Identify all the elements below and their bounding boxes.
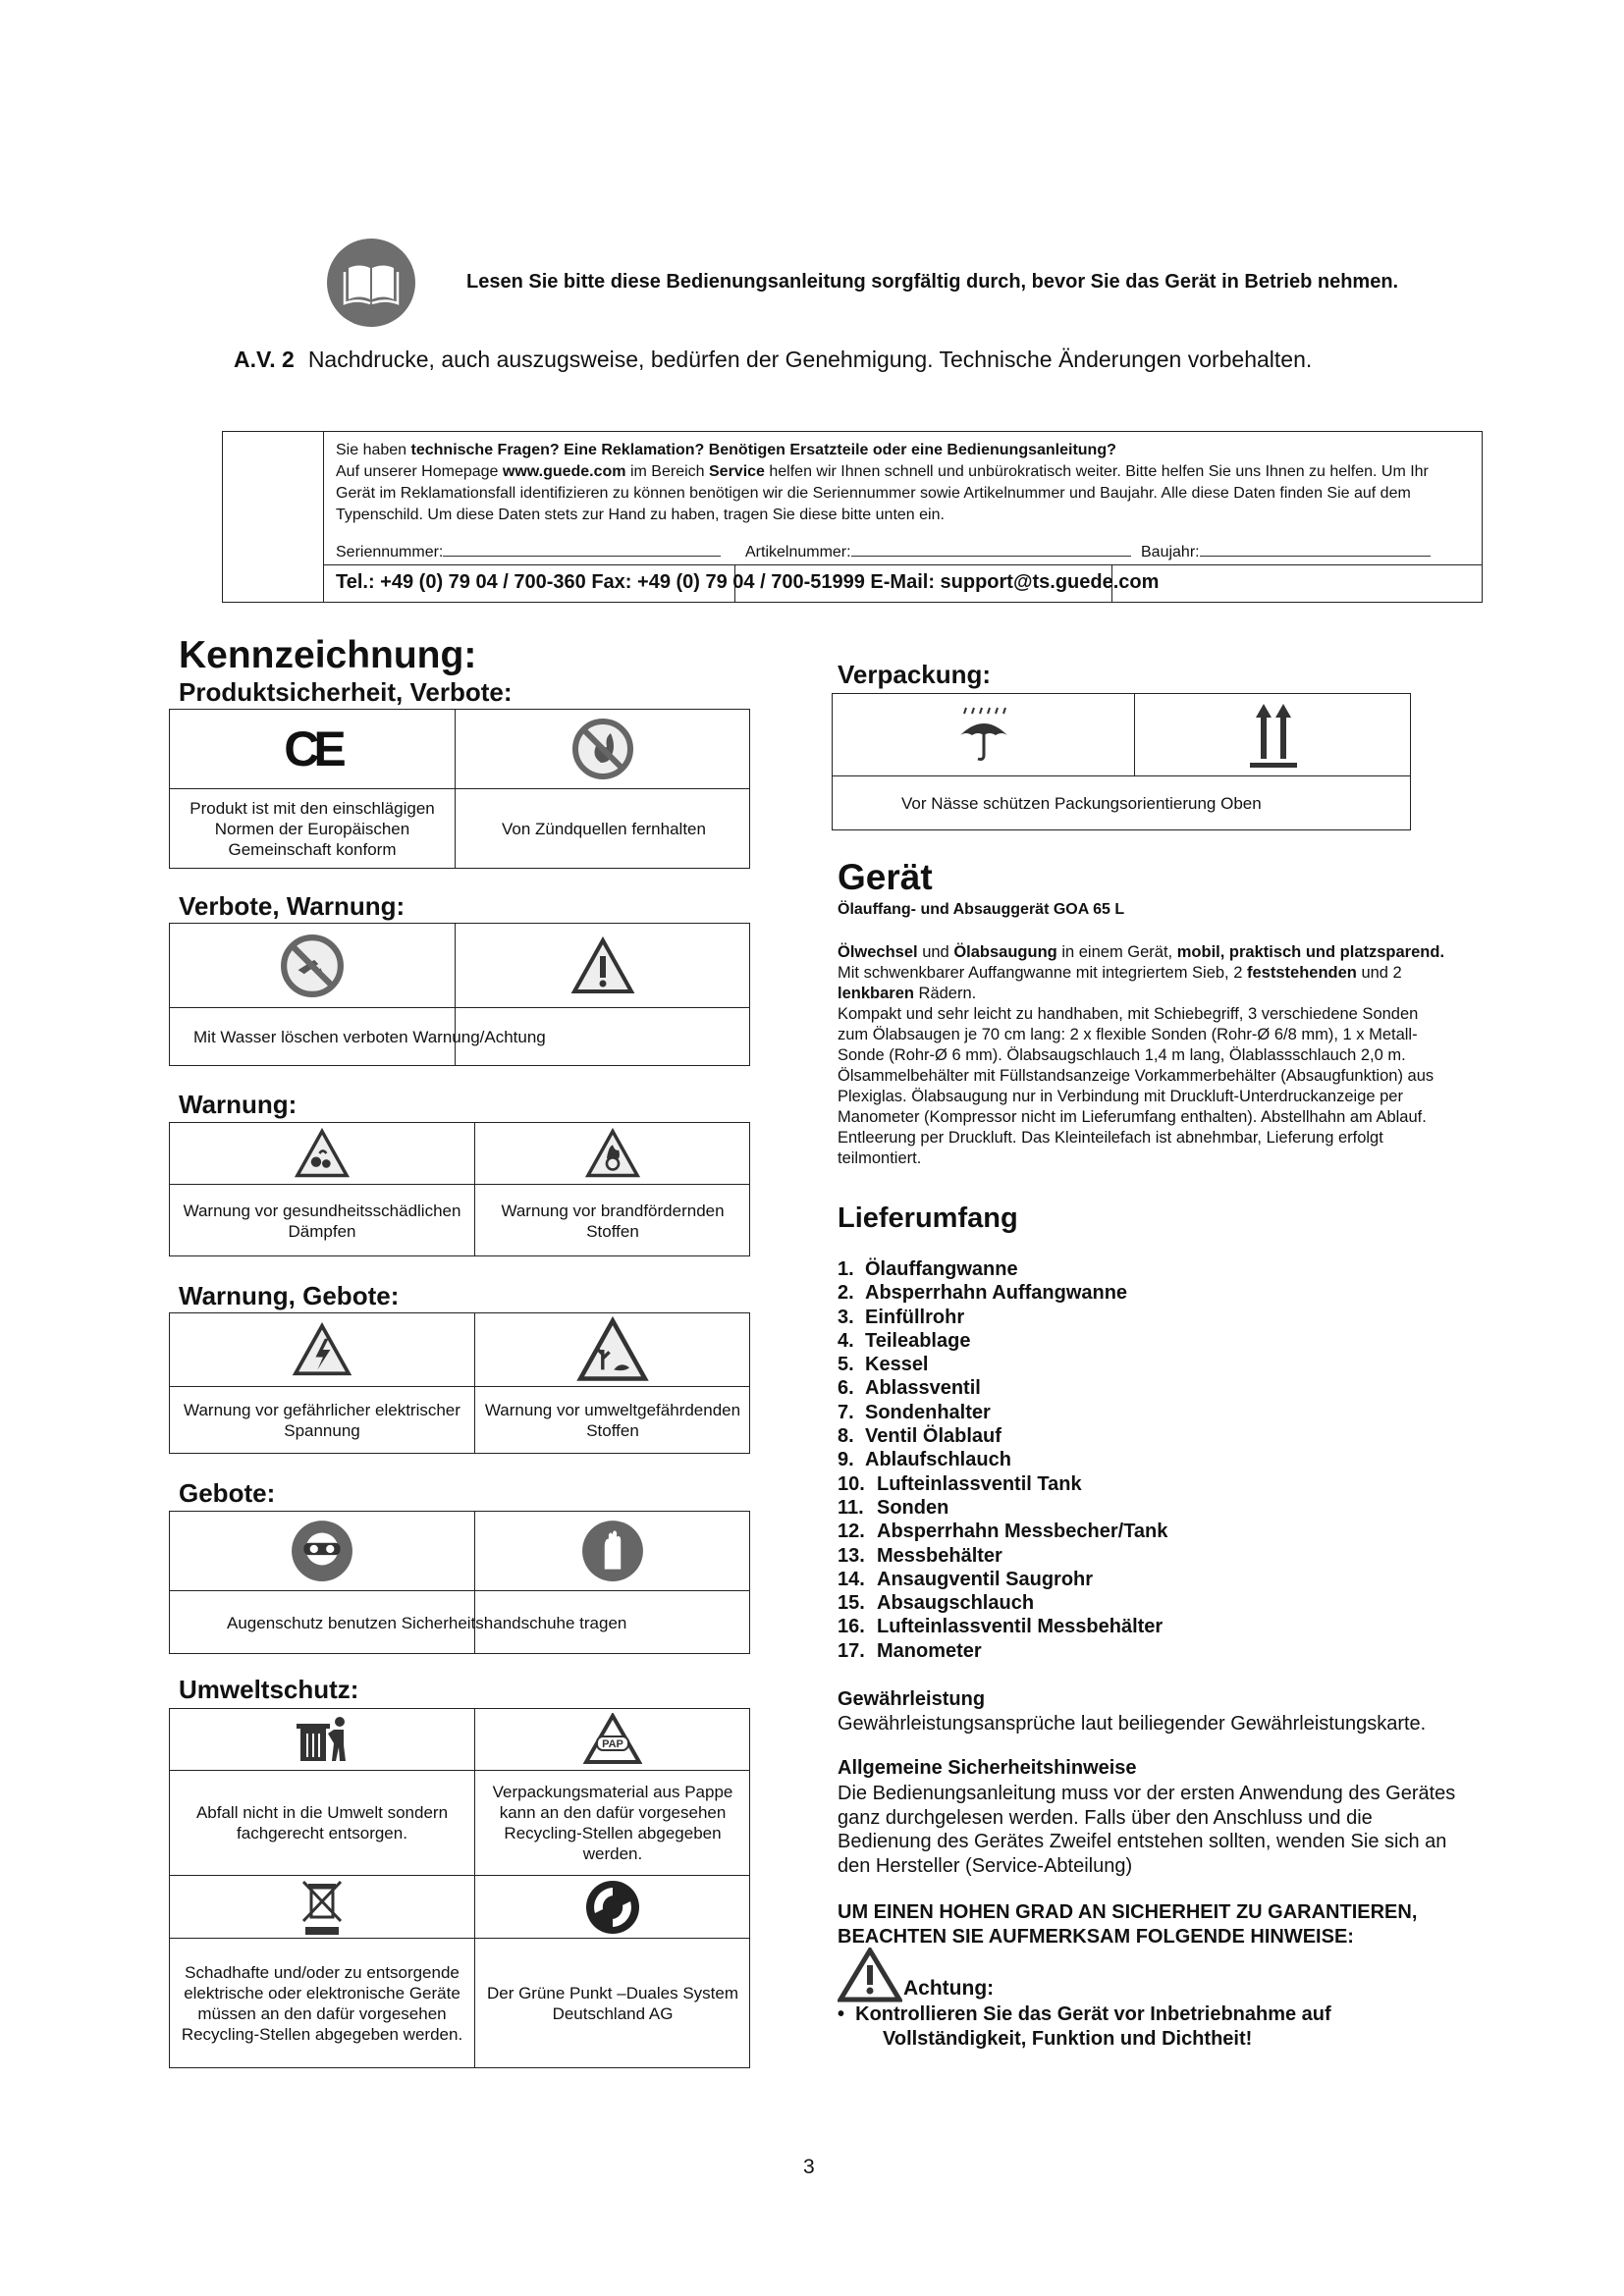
harmful-vapors-icon [170,1123,474,1184]
list-item: 9. Ablaufschlauch [838,1449,1011,1471]
list-item: 14. Ansaugventil Saugrohr [838,1568,1094,1590]
list-item: 3. Einfüllrohr [838,1306,965,1328]
no-water-extinguish-icon [170,924,455,1007]
weee-crossed-bin-icon [170,1877,474,1938]
book-icon [327,239,415,327]
symbol-caption: Schadhafte und/oder zu entsorgende elektrische oder elektronische Geräte müssen an den dafür vorgesehen Recycling-Stellen abgegeben werden. [181,1963,463,2044]
geraet-title: Gerät [838,857,933,897]
list-item: 11. Sonden [838,1496,949,1519]
article-number-field[interactable]: Artikelnummer: [745,542,1131,561]
verpackung-title: Verpackung: [838,660,992,689]
serial-number-field[interactable]: Seriennummer: [336,542,721,561]
year-field[interactable]: Baujahr: [1141,542,1431,561]
read-instructions-notice: Lesen Sie bitte diese Bedienungsanleitung sorgfältig durch, bevor Sie das Gerät in Betrieb nehmen. [466,271,1399,293]
service-info-box [222,431,1483,603]
list-item: 13. Messbehälter [838,1544,1002,1567]
electric-voltage-icon [170,1313,474,1386]
symbol-caption: Abfall nicht in die Umwelt sondern fachgerecht entsorgen. [195,1802,449,1842]
section-title: Warnung: [179,1090,298,1119]
keep-dry-icon [833,694,1134,775]
symbol-caption: Der Grüne Punkt –Duales System Deutschland AG [486,1984,739,2023]
symbol-caption: Warnung/Achtung [412,1028,546,1046]
ce-mark-icon: CE [284,721,341,776]
warranty-title: Gewährleistung [838,1688,986,1710]
list-item: 5. Kessel [838,1354,929,1376]
svg-text:PAP: PAP [602,1738,623,1750]
contact-line: Tel.: +49 (0) 79 04 / 700-360 Fax: +49 (0) 79 04 / 700-51999 E-Mail: support@ts.guede.com [336,571,1160,593]
list-item: 16. Lufteinlassventil Messbehälter [838,1616,1164,1638]
no-ignition-icon [455,710,751,788]
page-number: 3 [803,2156,815,2178]
environmental-hazard-icon [474,1313,751,1386]
symbol-table [169,1122,750,1256]
list-item: 8. Ventil Ölablauf [838,1425,1001,1448]
warning-icon [838,1948,902,2007]
symbol-table [169,709,750,869]
list-item: 12. Absperrhahn Messbecher/Tank [838,1521,1168,1543]
symbol-caption: Warnung vor gesundheitsschädlichen Dämpfen [183,1201,461,1241]
symbol-caption: Warnung vor brandfördernden Stoffen [501,1201,725,1241]
warning-icon [455,924,751,1007]
list-item: 10. Lufteinlassventil Tank [838,1472,1082,1495]
reprint-notice [234,347,1312,373]
lieferumfang-title: Lieferumfang [838,1202,1018,1234]
this-side-up-icon [1134,694,1412,775]
check-bullet: • Kontrollieren Sie das Gerät vor Inbetriebnahme auf Vollständigkeit, Funktion und Dichtheit! [838,2003,1331,2050]
geraet-description: Ölwechsel und Ölabsaugung in einem Gerät, mobil, praktisch und platzsparend. Mit schwenkbarer Auffangwanne mit integriertem Sieb, 2 feststehenden und 2 lenkbaren Rädern. Kompakt und sehr leicht zu handhaben, mit Schiebegriff, 3 verschiedene Sonden zum Ölabsaugen je 70 cm lang: 2 x flexible Sonden (Rohr-Ø 6/8 mm), 1 x Metall-Sonde (Rohr-Ø 6 mm). Ölabsaugschlauch 1,4 m lang, Ölablassschlauch 2,0 m. Ölsammelbehälter mit Füllstandsanzeige Vorkammerbehälter (Absaugfunktion) aus Plexiglas. Ölabsaugung nur in Verbindung mit Druckluft-Unterdruckanzeige per Manometer (Kompressor nicht im Lieferumfang enthalten). Abstellhahn am Ablauf. Entleerung per Druckluft. Das Kleinteilefach ist abnehmbar, Lieferung erfolgt teilmontiert. [838,943,1445,1167]
symbol-table [169,923,750,1066]
litter-bin-icon [170,1709,474,1770]
av-code: A.V. 2 [234,347,295,372]
symbol-caption: Packungsorientierung Oben [1054,794,1262,813]
symbol-caption: Verpackungsmaterial aus Pappe kann an den dafür vorgesehen Recycling-Stellen abgegeben werden. [492,1782,733,1863]
section-title: Warnung, Gebote: [179,1281,400,1310]
symbol-caption: Warnung vor umweltgefährdenden Stoffen [484,1401,741,1440]
symbol-table [169,1708,750,2068]
list-item: 17. Manometer [838,1639,982,1662]
achtung-label: Achtung: [903,1977,995,2000]
symbol-table [169,1312,750,1454]
eye-protection-icon [170,1512,474,1590]
symbol-caption: Mit Wasser löschen verboten [193,1028,408,1046]
symbol-caption: Von Zündquellen fernhalten [502,820,706,838]
symbol-caption: Vor Nässe schützen [901,794,1051,813]
safety-caps-notice: UM EINEN HOHEN GRAD AN SICHERHEIT ZU GARANTIEREN, BEACHTEN SIE AUFMERKSAM FOLGENDE HINWEISE: [838,1901,1418,1948]
safety-title: Allgemeine Sicherheitshinweise [838,1757,1137,1779]
list-item: 4. Teileablage [838,1329,971,1352]
safety-text: Die Bedienungsanleitung muss vor der ersten Anwendung des Gerätes ganz durchgelesen werden. Falls über den Anschluss und die Bedienung des Gerätes Zweifel entstehen sollten, wenden Sie sich an den Hersteller (Service-Abteilung) [838,1783,1456,1877]
oxidizing-icon [474,1123,751,1184]
section-title: Produktsicherheit, Verbote: [179,677,513,707]
kennzeichnung-title: Kennzeichnung: [179,634,477,676]
list-item: 1. Ölauffangwanne [838,1258,1018,1280]
warranty-text: Gewährleistungsansprüche laut beiliegender Gewährleistungskarte. [838,1713,1427,1735]
scope-of-delivery-list [838,1257,1167,1663]
section-title: Verbote, Warnung: [179,891,406,921]
av-text: Nachdrucke, auch auszugsweise, bedürfen der Genehmigung. Technische Änderungen vorbehalten. [307,347,1313,372]
symbol-table [169,1511,750,1654]
section-title: Umweltschutz: [179,1675,359,1704]
pap-recycling-icon [474,1709,751,1770]
safety-gloves-icon [474,1512,751,1590]
green-dot-icon [474,1877,751,1938]
symbol-caption: Augenschutz benutzen [227,1613,397,1632]
geraet-subtitle: Ölauffang- und Absauggerät GOA 65 L [838,901,1125,918]
symbol-caption: Produkt ist mit den einschlägigen Normen der Europäischen Gemeinschaft konform [189,799,435,859]
symbol-caption: Warnung vor gefährlicher elektrischer Spannung [184,1401,460,1440]
list-item: 15. Absaugschlauch [838,1592,1035,1615]
section-title: Gebote: [179,1478,276,1508]
list-item: 7. Sondenhalter [838,1401,991,1423]
symbol-caption: Sicherheitshandschuhe tragen [401,1613,627,1632]
service-text: Sie haben technische Fragen? Eine Reklamation? Benötigen Ersatzteile oder eine Bedienungsanleitung? Auf unserer Homepage www.guede.com im Bereich Service helfen wir Ihnen schnell und unbürokratisch weiter. Bitte helfen Sie uns Ihnen zu helfen. Um Ihr Gerät im Reklamationsfall identifizieren zu können benötigen wir die Seriennummer sowie Artikelnummer und Baujahr. Alle diese Daten finden Sie auf dem Typenschild. Um diese Daten stets zur Hand zu haben, tragen Sie diese bitte unten ein. [336,442,1429,523]
packaging-table [832,693,1411,830]
list-item: 2. Absperrhahn Auffangwanne [838,1282,1128,1305]
list-item: 6. Ablassventil [838,1377,981,1400]
